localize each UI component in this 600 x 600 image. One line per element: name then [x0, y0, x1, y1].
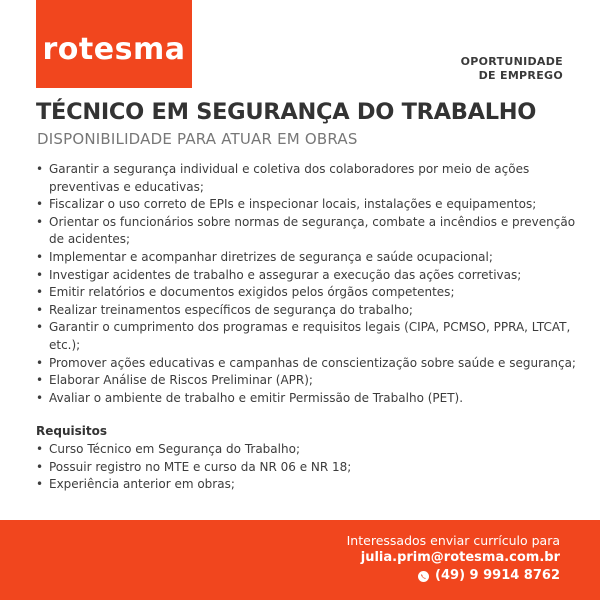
requirements-heading: Requisitos [36, 424, 108, 439]
duty-item: • Garantir a segurança individual e coletiva dos colaboradores por meio de ações preventivas e educativas; [36, 161, 576, 196]
requirement-item: • Curso Técnico em Segurança do Trabalho; [36, 441, 576, 459]
duty-item: • Fiscalizar o uso correto de EPIs e inspecionar locais, instalações e equipamentos; [36, 196, 576, 214]
duty-item: • Emitir relatórios e documentos exigidos pelos órgãos competentes; [36, 284, 576, 302]
contact-phone-row[interactable] [347, 567, 560, 585]
contact-info [347, 532, 560, 585]
duty-item: • Garantir o cumprimento dos programas e requisitos legais (CIPA, PCMSO, PPRA, LTCAT, etc.); [36, 319, 576, 354]
brand-logo: rotesma [42, 31, 186, 67]
job-subtitle: DISPONIBILIDADE PARA ATUAR EM OBRAS [37, 130, 358, 148]
duty-item: • Investigar acidentes de trabalho e assegurar a execução das ações corretivas; [36, 267, 576, 285]
duty-item: • Realizar treinamentos específicos de segurança do trabalho; [36, 302, 576, 320]
contact-footer [0, 520, 600, 600]
whatsapp-icon [418, 571, 429, 582]
duty-item: • Orientar os funcionários sobre normas de segurança, combate a incêndios e prevenção de acidentes; [36, 214, 576, 249]
job-title: TÉCNICO EM SEGURANÇA DO TRABALHO [36, 99, 537, 125]
duty-item: • Elaborar Análise de Riscos Preliminar (APR); [36, 372, 576, 390]
duty-item: • Promover ações educativas e campanhas de conscientização sobre saúde e segurança; [36, 355, 576, 373]
contact-intro: Interessados enviar currículo para [346, 533, 560, 548]
duty-item: • Avaliar o ambiente de trabalho e emitir Permissão de Trabalho (PET). [36, 390, 576, 408]
brand-logo-box [36, 0, 192, 88]
duty-item: • Implementar e acompanhar diretrizes de segurança e saúde ocupacional; [36, 249, 576, 267]
job-opportunity-tag [461, 55, 563, 83]
contact-phone: (49) 9 9914 8762 [435, 568, 560, 583]
requirement-item: • Experiência anterior em obras; [36, 476, 576, 494]
duties-list [36, 161, 576, 407]
tag-line-1: OPORTUNIDADE [460, 55, 563, 68]
requirement-item: • Possuir registro no MTE e curso da NR 06 e NR 18; [36, 459, 576, 477]
tag-line-2: DE EMPREGO [478, 69, 563, 82]
contact-email[interactable]: julia.prim@rotesma.com.br [360, 550, 560, 565]
job-description [36, 161, 576, 494]
requirements-list [36, 441, 576, 494]
